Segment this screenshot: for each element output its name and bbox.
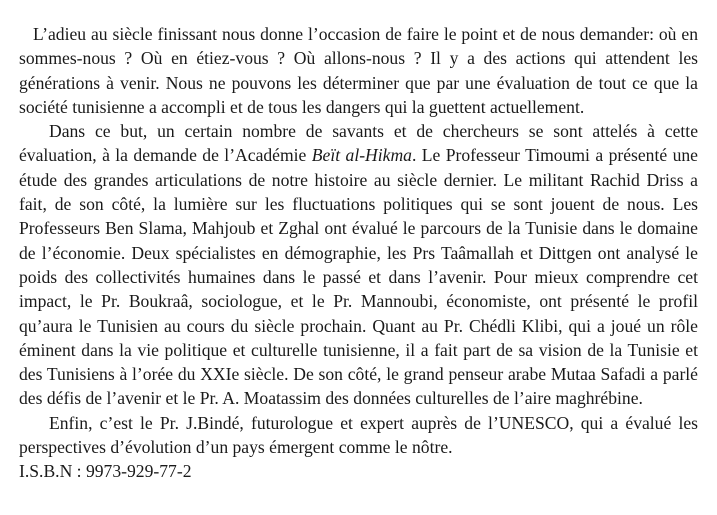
paragraph-intro: L’adieu au siècle finissant nous donne l’occasion de faire le point et de nous demander: où en sommes-nous ? Où en étiez-vous ? Où allons-nous ? Il y a des actions qui attendent les générations à venir. Nous ne pouvons les déterminer que par une évaluation de tout ce que la société tunisienne a accompli et de tous les dangers qui la guettent actuellement.: [19, 24, 698, 117]
academy-name: Beït al-Hikma: [311, 145, 412, 166]
paragraph-contributors-body: . Le Professeur Timoumi a présenté une étude des grandes articulations de notre histoire au siècle dernier. Le militant Rachid Driss a fait, de son côté, la lumière sur les fluctuations politiques qui se sont jouent de nous. Les Professeurs Ben Slama, Mahjoub et Zghal ont évalué le parcours de la Tunisie dans le domaine de l’économie. Deux spécialistes en démographie, les Prs Taâmallah et Dittgen ont analysé le poids des collectivités humaines dans le passé et dans l’avenir. Pour mieux comprendre cet impact, le Pr. Boukraâ, sociologue, et le Pr. Mannoubi, économiste, ont présenté le profil qu’aura le Tunisien au cours du siècle prochain. Quant au Pr. Chédli Klibi, qui a joué un rôle éminent dans la vie politique et culturelle tunisienne, il a fait part de sa vision de la Tunisie et des Tunisiens à l’orée du XXIe siècle. De son côté, le grand penseur arabe Mutaa Safadi a parlé des défis de l’avenir et le Pr. A. Moatassim des données culturelles de l’aire maghrébine.: [19, 145, 698, 409]
paragraph-contributors-lead: Dans ce but, un certain nombre de savants et de chercheurs se sont attelés à cette évaluation, à la demande de l’Académie: [19, 121, 698, 166]
paragraph-contributors: [19, 119, 698, 411]
document-page: [19, 22, 698, 484]
isbn-line: I.S.B.N : 9973-929-77-2: [19, 461, 192, 482]
paragraph-conclusion: Enfin, c’est le Pr. J.Bindé, futurologue et expert auprès de l’UNESCO, qui a évalué les perspectives d’évolution d’un pays émergent comme le nôtre.: [19, 412, 698, 458]
